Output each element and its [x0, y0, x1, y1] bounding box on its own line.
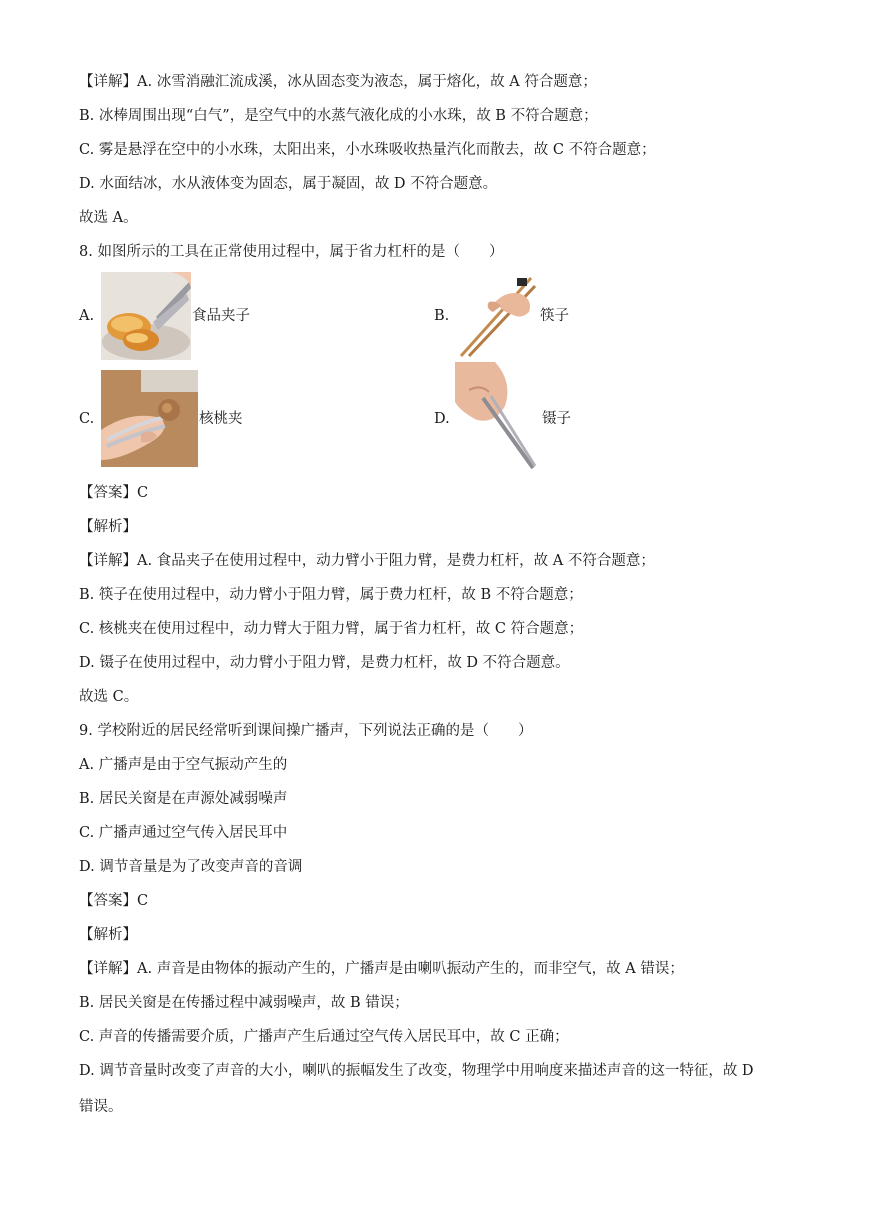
option-d-label: 镊子 — [542, 411, 571, 427]
answer-label: 【答案】C — [79, 893, 149, 909]
explanation-line: B. 居民关窗是在传播过程中减弱噪声，故 B 错误； — [79, 995, 409, 1011]
analysis-label: 【解析】 — [79, 519, 137, 535]
explanation-line: C. 声音的传播需要介质，广播声产生后通过空气传入居民耳中，故 C 正确； — [79, 1029, 569, 1045]
explanation-line: D. 水面结冰，水从液体变为固态，属于凝固，故 D 不符合题意。 — [79, 176, 498, 192]
option-a-letter: A. — [79, 308, 95, 324]
question-8-stem: 8. 如图所示的工具在正常使用过程中，属于省力杠杆的是（ ） — [79, 244, 504, 260]
explanation-line: B. 筷子在使用过程中，动力臂小于阻力臂，属于费力杠杆，故 B 不符合题意； — [79, 587, 583, 603]
explanation-line: D. 镊子在使用过程中，动力臂小于阻力臂，是费力杠杆，故 D 不符合题意。 — [79, 655, 570, 671]
explanation-line: D. 调节音量时改变了声音的大小，喇叭的振幅发生了改变，物理学中用响度来描述声音的这一特征，故 D — [79, 1063, 754, 1079]
option-d-letter: D. — [434, 411, 450, 427]
option-c-letter: C. — [79, 411, 95, 427]
analysis-label: 【解析】 — [79, 927, 137, 943]
explanation-line: 错误。 — [79, 1099, 123, 1115]
nutcracker-photo-icon — [101, 370, 198, 467]
option-b: B. 居民关窗是在声源处减弱噪声 — [79, 791, 288, 807]
conclusion-line: 故选 C。 — [79, 689, 139, 705]
option-a: A. 广播声是由于空气振动产生的 — [79, 757, 288, 773]
food-tongs-photo-icon — [101, 272, 191, 360]
explanation-line: 【详解】A. 声音是由物体的振动产生的，广播声是由喇叭振动产生的，而非空气，故 A 错误； — [79, 961, 684, 977]
explanation-line: C. 雾是悬浮在空中的小水珠，太阳出来，小水珠吸收热量汽化而散去，故 C 不符合题意； — [79, 142, 656, 158]
option-d: D. 调节音量是为了改变声音的音调 — [79, 859, 303, 875]
question-9-stem: 9. 学校附近的居民经常听到课间操广播声，下列说法正确的是（ ） — [79, 723, 533, 739]
option-c-label: 核桃夹 — [199, 411, 243, 427]
chopsticks-photo-icon — [455, 272, 539, 358]
tweezers-photo-icon — [455, 362, 541, 474]
explanation-line: 【详解】A. 冰雪消融汇流成溪，冰从固态变为液态，属于熔化，故 A 符合题意； — [79, 74, 597, 90]
explanation-line: 【详解】A. 食品夹子在使用过程中，动力臂小于阻力臂，是费力杠杆，故 A 不符合题意； — [79, 553, 655, 569]
explanation-line: B. 冰棒周围出现“白气”，是空气中的水蒸气液化成的小水珠，故 B 不符合题意； — [79, 108, 598, 124]
option-b-letter: B. — [434, 308, 450, 324]
option-b-label: 筷子 — [540, 308, 569, 324]
answer-label: 【答案】C — [79, 485, 149, 501]
conclusion-line: 故选 A。 — [79, 210, 138, 226]
explanation-line: C. 核桃夹在使用过程中，动力臂大于阻力臂，属于省力杠杆，故 C 符合题意； — [79, 621, 584, 637]
option-a-label: 食品夹子 — [192, 308, 250, 324]
option-c: C. 广播声通过空气传入居民耳中 — [79, 825, 288, 841]
